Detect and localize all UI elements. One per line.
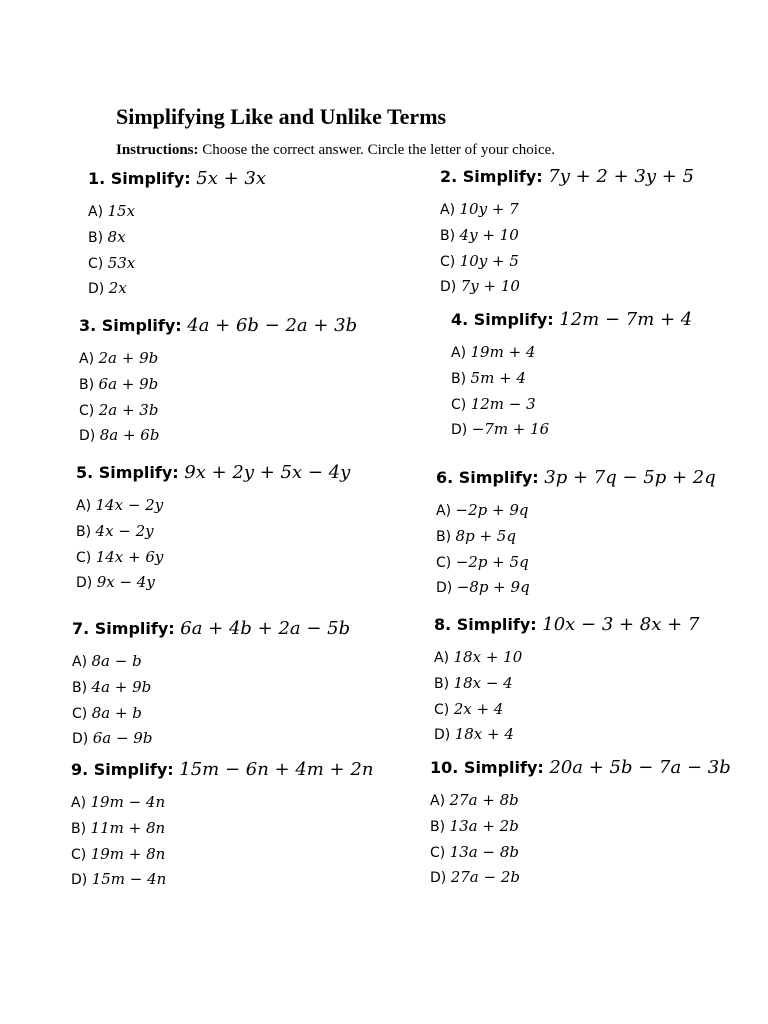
worksheet-title: Simplifying Like and Unlike Terms — [116, 104, 447, 129]
question-7 — [72, 616, 350, 752]
option-expression: 18x + 4 — [454, 725, 514, 744]
question-expression: 5x + 3x — [196, 168, 266, 189]
option-c[interactable] — [71, 842, 373, 868]
option-expression: −2p + 9q — [455, 501, 529, 519]
option-a[interactable] — [451, 340, 692, 366]
option-expression: 10y + 5 — [459, 251, 519, 270]
option-letter: A) — [79, 351, 95, 367]
option-b[interactable] — [76, 519, 350, 545]
question-label: 3. Simplify: — [79, 316, 182, 335]
option-b[interactable] — [451, 366, 692, 392]
question-expression: 15m − 6n + 4m + 2n — [179, 759, 374, 780]
option-letter: C) — [88, 255, 104, 272]
option-letter: A) — [440, 202, 456, 218]
option-letter: C) — [436, 554, 452, 571]
question-title — [88, 166, 266, 192]
question-10 — [430, 755, 731, 891]
question-expression: 4a + 6b − 2a + 3b — [187, 315, 358, 336]
option-letter: C) — [434, 701, 450, 718]
option-c[interactable] — [72, 701, 350, 727]
option-expression: 4a + 9b — [91, 677, 152, 696]
option-letter: B) — [72, 679, 88, 696]
option-d[interactable] — [451, 417, 692, 443]
question-label: 10. Simplify: — [430, 758, 544, 777]
option-d[interactable] — [434, 722, 699, 748]
option-d[interactable] — [76, 570, 350, 596]
question-5 — [76, 460, 350, 596]
question-label: 5. Simplify: — [76, 463, 179, 482]
question-4 — [451, 307, 692, 443]
option-expression: 13a − 8b — [449, 842, 519, 861]
option-a[interactable] — [440, 197, 694, 223]
option-expression: 2x — [108, 279, 127, 298]
option-d[interactable] — [88, 276, 266, 302]
option-b[interactable] — [72, 675, 350, 701]
option-b[interactable] — [71, 816, 373, 842]
options-list — [434, 645, 699, 748]
option-letter: C) — [79, 402, 95, 419]
question-label: 6. Simplify: — [436, 468, 539, 487]
option-letter: D) — [440, 279, 457, 296]
option-expression: 2a + 3b — [98, 400, 159, 419]
option-a[interactable] — [434, 645, 699, 671]
option-letter: D) — [79, 428, 96, 445]
options-list — [72, 649, 350, 752]
question-9 — [71, 757, 373, 893]
option-expression: 10y + 7 — [459, 200, 519, 218]
option-b[interactable] — [88, 225, 266, 251]
option-letter: B) — [434, 675, 450, 692]
option-d[interactable] — [436, 575, 716, 601]
option-d[interactable] — [79, 423, 357, 449]
option-expression: 4x − 2y — [95, 521, 154, 540]
option-letter: D) — [436, 580, 453, 597]
options-list — [79, 346, 357, 449]
question-expression: 3p + 7q − 5p + 2q — [544, 467, 716, 488]
option-expression: 53x — [107, 253, 136, 272]
question-expression: 20a + 5b − 7a − 3b — [549, 757, 731, 778]
option-expression: 27a + 8b — [449, 791, 519, 809]
options-list — [88, 199, 266, 302]
option-letter: A) — [430, 793, 446, 809]
option-letter: D) — [76, 575, 93, 592]
option-letter: D) — [72, 731, 89, 748]
option-a[interactable] — [436, 498, 716, 524]
options-list — [71, 790, 373, 893]
option-letter: B) — [430, 818, 446, 835]
option-expression: 18x + 10 — [453, 648, 523, 666]
option-letter: D) — [88, 281, 105, 298]
option-expression: 27a − 2b — [450, 868, 520, 887]
question-title — [79, 313, 357, 339]
options-list — [430, 788, 731, 891]
option-a[interactable] — [76, 493, 350, 519]
options-list — [451, 340, 692, 443]
question-6 — [436, 465, 716, 601]
option-letter: A) — [436, 503, 452, 519]
option-a[interactable] — [430, 788, 731, 814]
option-c[interactable] — [440, 249, 694, 275]
option-letter: D) — [451, 422, 468, 439]
instructions-label: Instructions: — [116, 142, 199, 158]
option-d[interactable] — [440, 274, 694, 300]
option-d[interactable] — [72, 726, 350, 752]
option-letter: C) — [71, 846, 87, 863]
option-expression: 19m − 4n — [90, 793, 166, 811]
option-c[interactable] — [451, 392, 692, 418]
question-expression: 10x − 3 + 8x + 7 — [542, 614, 700, 635]
option-letter: A) — [72, 654, 88, 670]
option-letter: B) — [71, 820, 87, 837]
option-letter: B) — [440, 227, 456, 244]
option-expression: 2a + 9b — [98, 349, 159, 367]
option-expression: 9x − 4y — [96, 573, 155, 592]
option-b[interactable] — [430, 814, 731, 840]
question-title — [76, 460, 350, 486]
question-title — [72, 616, 350, 642]
question-title — [434, 612, 699, 638]
question-2 — [440, 164, 694, 300]
option-expression: 13a + 2b — [449, 816, 519, 835]
option-expression: 7y + 10 — [460, 277, 520, 296]
option-expression: 6a + 9b — [98, 374, 159, 393]
option-c[interactable] — [88, 251, 266, 277]
option-expression: 4y + 10 — [459, 225, 519, 244]
option-expression: 12m − 3 — [470, 394, 536, 413]
option-a[interactable] — [71, 790, 373, 816]
instructions — [116, 142, 555, 159]
question-expression: 7y + 2 + 3y + 5 — [548, 166, 694, 187]
question-title — [71, 757, 373, 783]
option-b[interactable] — [440, 223, 694, 249]
option-letter: B) — [436, 528, 452, 545]
option-expression: 8a + 6b — [99, 426, 160, 445]
option-b[interactable] — [79, 372, 357, 398]
option-expression: 14x − 2y — [95, 496, 164, 514]
question-title — [451, 307, 692, 333]
option-expression: 19m + 8n — [90, 844, 166, 863]
option-expression: 15x — [107, 202, 136, 220]
option-letter: A) — [71, 795, 87, 811]
option-c[interactable] — [436, 550, 716, 576]
question-title — [436, 465, 716, 491]
option-expression: 14x + 6y — [95, 547, 164, 566]
option-expression: 8x — [107, 227, 126, 246]
option-expression: 2x + 4 — [453, 699, 504, 718]
option-c[interactable] — [79, 398, 357, 424]
option-letter: C) — [72, 705, 88, 722]
option-letter: B) — [79, 376, 95, 393]
option-expression: −2p + 5q — [455, 552, 529, 571]
option-letter: A) — [451, 345, 467, 361]
option-expression: 15m − 4n — [91, 870, 167, 889]
option-letter: A) — [434, 650, 450, 666]
option-b[interactable] — [436, 524, 716, 550]
question-label: 2. Simplify: — [440, 167, 543, 186]
option-expression: 8p + 5q — [455, 526, 516, 545]
option-expression: 8a + b — [91, 703, 142, 722]
option-letter: A) — [88, 204, 104, 220]
option-expression: 18x − 4 — [453, 673, 513, 692]
option-b[interactable] — [434, 671, 699, 697]
question-label: 4. Simplify: — [451, 310, 554, 329]
question-label: 1. Simplify: — [88, 169, 191, 188]
option-d[interactable] — [430, 865, 731, 891]
question-expression: 12m − 7m + 4 — [559, 309, 693, 330]
question-title — [440, 164, 694, 190]
question-3 — [79, 313, 357, 449]
option-letter: B) — [76, 523, 92, 540]
option-c[interactable] — [76, 545, 350, 571]
question-expression: 9x + 2y + 5x − 4y — [184, 462, 351, 483]
question-label: 7. Simplify: — [72, 619, 175, 638]
option-expression: 8a − b — [91, 652, 142, 670]
option-letter: C) — [440, 253, 456, 270]
question-title — [430, 755, 731, 781]
option-c[interactable] — [430, 840, 731, 866]
options-list — [76, 493, 350, 596]
question-8 — [434, 612, 699, 748]
option-a[interactable] — [88, 199, 266, 225]
option-letter: C) — [76, 549, 92, 566]
option-letter: B) — [88, 229, 104, 246]
question-expression: 6a + 4b + 2a − 5b — [180, 618, 351, 639]
options-list — [440, 197, 694, 300]
option-expression: 11m + 8n — [90, 818, 166, 837]
option-d[interactable] — [71, 867, 373, 893]
option-letter: D) — [71, 872, 88, 889]
option-expression: 19m + 4 — [470, 343, 536, 361]
instructions-text: Choose the correct answer. Circle the letter of your choice. — [202, 142, 556, 158]
option-expression: −7m + 16 — [471, 420, 550, 439]
option-letter: C) — [430, 844, 446, 861]
option-letter: A) — [76, 498, 92, 514]
option-expression: 6a − 9b — [92, 729, 153, 748]
question-label: 8. Simplify: — [434, 615, 537, 634]
option-a[interactable] — [79, 346, 357, 372]
option-letter: C) — [451, 396, 467, 413]
options-list — [436, 498, 716, 601]
question-1 — [88, 166, 266, 302]
option-letter: D) — [430, 870, 447, 887]
question-label: 9. Simplify: — [71, 760, 174, 779]
option-expression: 5m + 4 — [470, 368, 526, 387]
option-a[interactable] — [72, 649, 350, 675]
option-c[interactable] — [434, 697, 699, 723]
option-expression: −8p + 9q — [456, 578, 530, 597]
option-letter: D) — [434, 727, 451, 744]
option-letter: B) — [451, 370, 467, 387]
